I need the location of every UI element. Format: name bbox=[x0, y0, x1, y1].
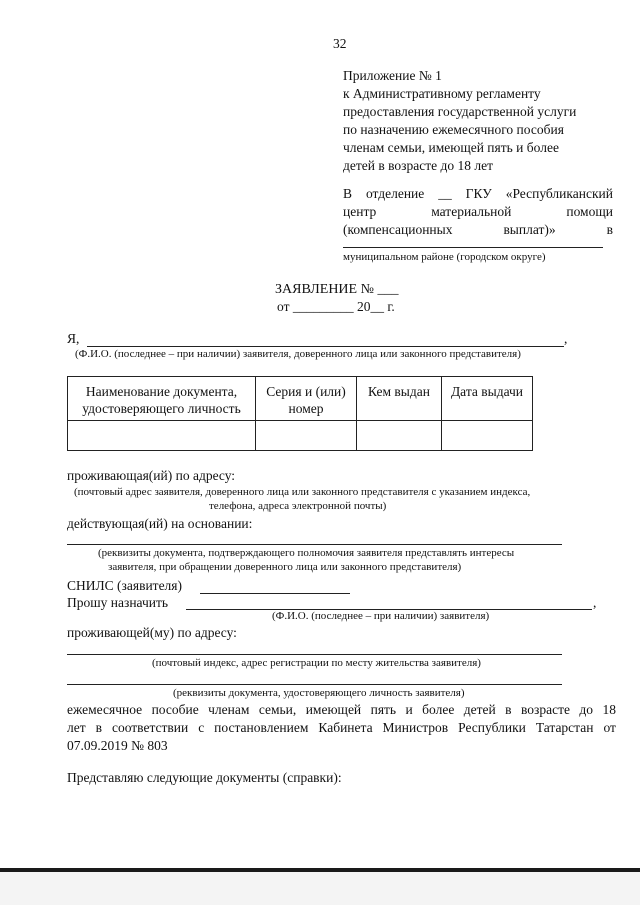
applicant-comma: , bbox=[564, 331, 568, 346]
identity-details-caption: (реквизиты документа, удостоверяющего личность заявителя) bbox=[173, 687, 465, 699]
appendix-line: по назначению ежемесячного пособия bbox=[343, 122, 564, 137]
statement-title: ЗАЯВЛЕНИЕ № ___ bbox=[275, 282, 399, 297]
snils-field[interactable] bbox=[200, 593, 350, 594]
benefit-line-3: 07.09.2019 № 803 bbox=[67, 738, 168, 753]
residence-field[interactable] bbox=[255, 483, 555, 484]
request-comma: , bbox=[593, 595, 597, 610]
benefit-line-1: ежемесячное пособие членам семьи, имеющей пять и более детей в возрасте до 18 bbox=[67, 702, 616, 717]
basis-caption-1: (реквизиты документа, подтверждающего полномочия заявителя представлять интересы bbox=[98, 547, 515, 559]
table-header-cell: Серия и (или) номер bbox=[256, 377, 357, 421]
table-cell-series-number[interactable] bbox=[256, 421, 357, 451]
identity-document-table bbox=[67, 376, 533, 451]
appendix-line: детей в возрасте до 18 лет bbox=[343, 158, 493, 173]
residence2-label: проживающей(му) по адресу: bbox=[67, 625, 237, 640]
scan-bottom-margin bbox=[0, 872, 640, 905]
request-caption: (Ф.И.О. (последнее – при наличии) заявителя) bbox=[272, 610, 490, 622]
snils-label: СНИЛС (заявителя) bbox=[67, 578, 183, 593]
appendix-line: предоставления государственной услуги bbox=[343, 104, 577, 119]
addressee-line-3: (компенсационных выплат)» в bbox=[343, 222, 613, 237]
statement-date: от _________ 20__ г. bbox=[277, 299, 395, 314]
residence-label: проживающая(ий) по адресу: bbox=[67, 468, 236, 483]
table-header-cell: Наименование документа, удостоверяющего личность bbox=[68, 377, 256, 421]
department-name-line[interactable] bbox=[343, 247, 603, 248]
table-header-row bbox=[68, 377, 533, 421]
table-cell-document-name[interactable] bbox=[68, 421, 256, 451]
basis-label: действующая(ий) на основании: bbox=[67, 516, 253, 531]
table-cell-issued-by[interactable] bbox=[357, 421, 442, 451]
applicant-name-field[interactable] bbox=[87, 346, 564, 347]
applicant-prefix: Я, bbox=[67, 331, 80, 346]
benefit-line-2: лет в соответствии с постановлением Кабинета Министров Республики Татарстан от bbox=[67, 720, 616, 735]
residence-caption-1: (почтовый адрес заявителя, доверенного лица или законного представителя с указанием индекса, bbox=[74, 486, 531, 498]
documents-heading: Представляю следующие документы (справки): bbox=[67, 770, 342, 785]
table-header-cell: Кем выдан bbox=[357, 377, 442, 421]
appendix-line: к Административному регламенту bbox=[343, 86, 541, 101]
page-number: 32 bbox=[333, 36, 347, 51]
basis-document-field[interactable] bbox=[67, 544, 562, 545]
table-row bbox=[68, 421, 533, 451]
basis-caption-2: заявителя, при обращении доверенного лица или законного представителя) bbox=[108, 561, 462, 573]
addressee-caption: муниципальном районе (городском округе) bbox=[343, 251, 546, 263]
registration-address-field[interactable] bbox=[67, 654, 562, 655]
applicant-caption: (Ф.И.О. (последнее – при наличии) заявителя, доверенного лица или законного представителя) bbox=[75, 348, 521, 360]
identity-details-field[interactable] bbox=[67, 684, 562, 685]
appendix-line: членам семьи, имеющей пять и более bbox=[343, 140, 559, 155]
appendix-line: Приложение № 1 bbox=[343, 68, 442, 83]
table-cell-issue-date[interactable] bbox=[442, 421, 533, 451]
residence2-caption: (почтовый индекс, адрес регистрации по месту жительства заявителя) bbox=[152, 657, 481, 669]
addressee-line-2: центр материальной помощи bbox=[343, 204, 613, 219]
table-header-cell: Дата выдачи bbox=[442, 377, 533, 421]
residence-caption-2: телефона, адреса электронной почты) bbox=[209, 500, 387, 512]
request-label: Прошу назначить bbox=[67, 595, 169, 610]
addressee-line-1: В отделение __ ГКУ «Республиканский bbox=[343, 186, 613, 201]
